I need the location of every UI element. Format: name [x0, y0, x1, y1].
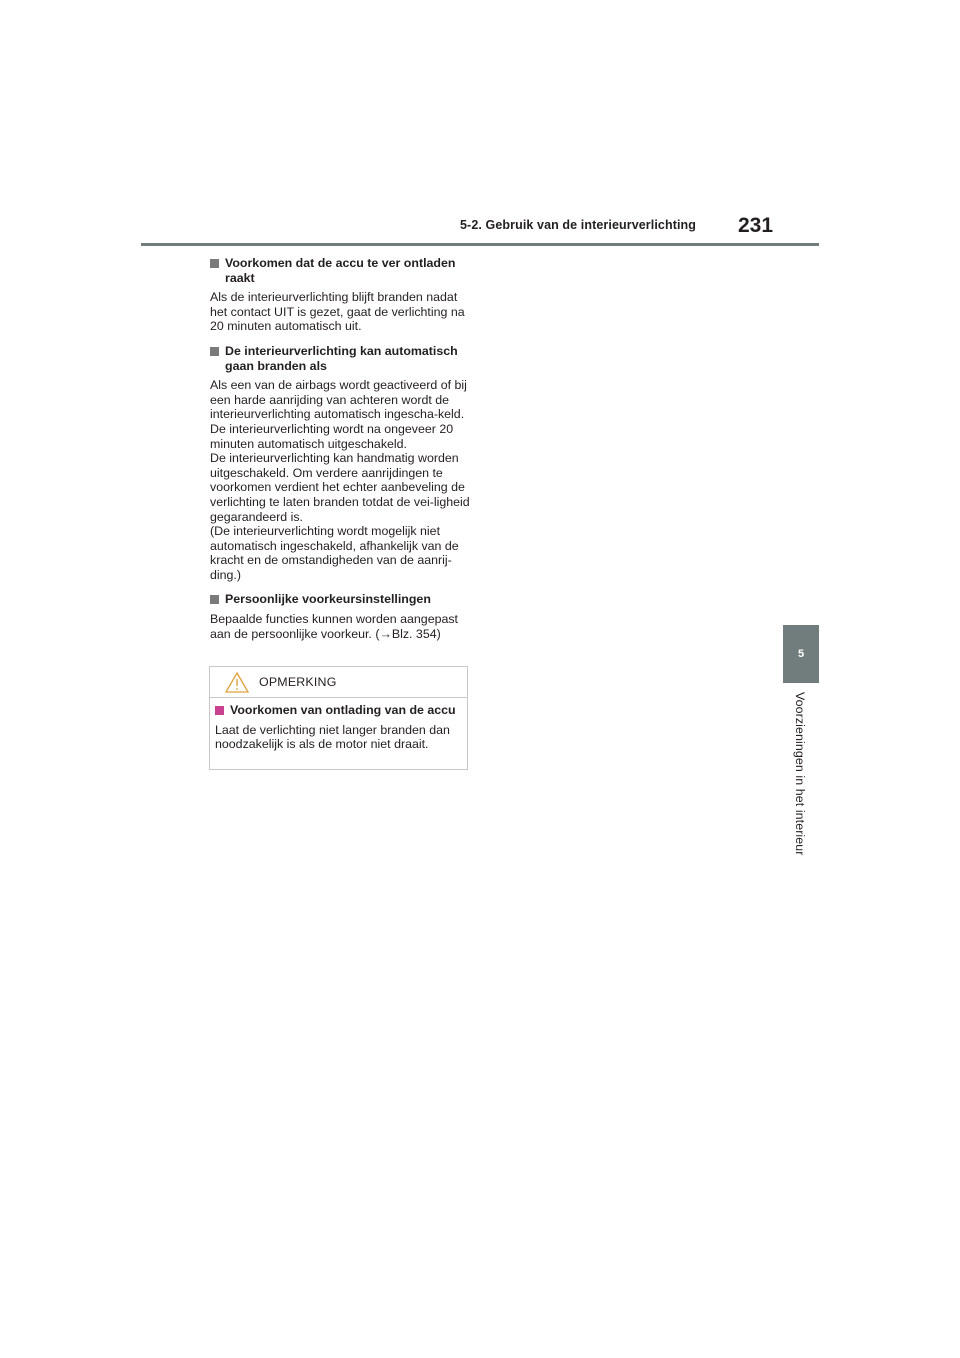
- section-personal-settings: [210, 592, 472, 641]
- page-number: 231: [738, 214, 774, 237]
- section-heading: Persoonlijke voorkeursinstellingen: [210, 592, 472, 607]
- main-content: [210, 256, 472, 651]
- notice-body: [210, 698, 467, 752]
- header-section-title: 5-2. Gebruik van de interieurverlichting: [460, 218, 697, 232]
- square-bullet-icon: [210, 347, 219, 356]
- square-bullet-icon: [210, 259, 219, 268]
- header-rule: [141, 243, 819, 246]
- section-auto-on: [210, 344, 472, 583]
- square-bullet-icon: [210, 595, 219, 604]
- notice-box: [209, 666, 468, 770]
- notice-header: [210, 667, 467, 698]
- notice-text: Laat de verlichting niet langer branden dan noodzakelijk is als de motor niet draait.: [215, 722, 450, 752]
- section-body: Bepaalde functies kunnen worden aangepast aan de persoonlijke voorkeur. (→Blz. 354): [210, 612, 459, 641]
- section-battery-drain: [210, 256, 472, 334]
- warning-triangle-icon: [224, 671, 250, 694]
- section-heading: Voorkomen dat de accu te ver ontladen raakt: [210, 256, 472, 285]
- section-heading: De interieurverlichting kan automatisch gaan branden als: [210, 344, 472, 373]
- chapter-title: Voorzieningen in het interieur: [793, 692, 807, 856]
- notice-title: OPMERKING: [259, 675, 337, 689]
- square-bullet-icon: [215, 706, 224, 715]
- notice-heading: Voorkomen van ontlading van de accu: [215, 703, 461, 718]
- section-body: Als de interieurverlichting blijft branden nadat het contact UIT is gezet, gaat de verlichting na 20 minuten automatisch uit.: [210, 290, 465, 334]
- section-body: Als een van de airbags wordt geactiveerd of bij een harde aanrijding van achteren wordt de interieurverlichting automatisch ingescha-keld. De interieurverlichting wordt na ongeveer 20 minuten automatisch uitgeschakeld. De interieurverlichting kan handmatig worden uitgeschakeld. Om verdere aanrijdingen te voorkomen verdient het echter aanbeveling de verlichting te laten branden totdat de vei-ligheid gegarandeerd is. (De interieurverlichting wordt mogelijk niet automatisch ingeschakeld, afhankelijk van de kracht en de omstandigheden van de aanrij-ding.): [210, 378, 470, 582]
- chapter-tab: 5: [783, 625, 819, 683]
